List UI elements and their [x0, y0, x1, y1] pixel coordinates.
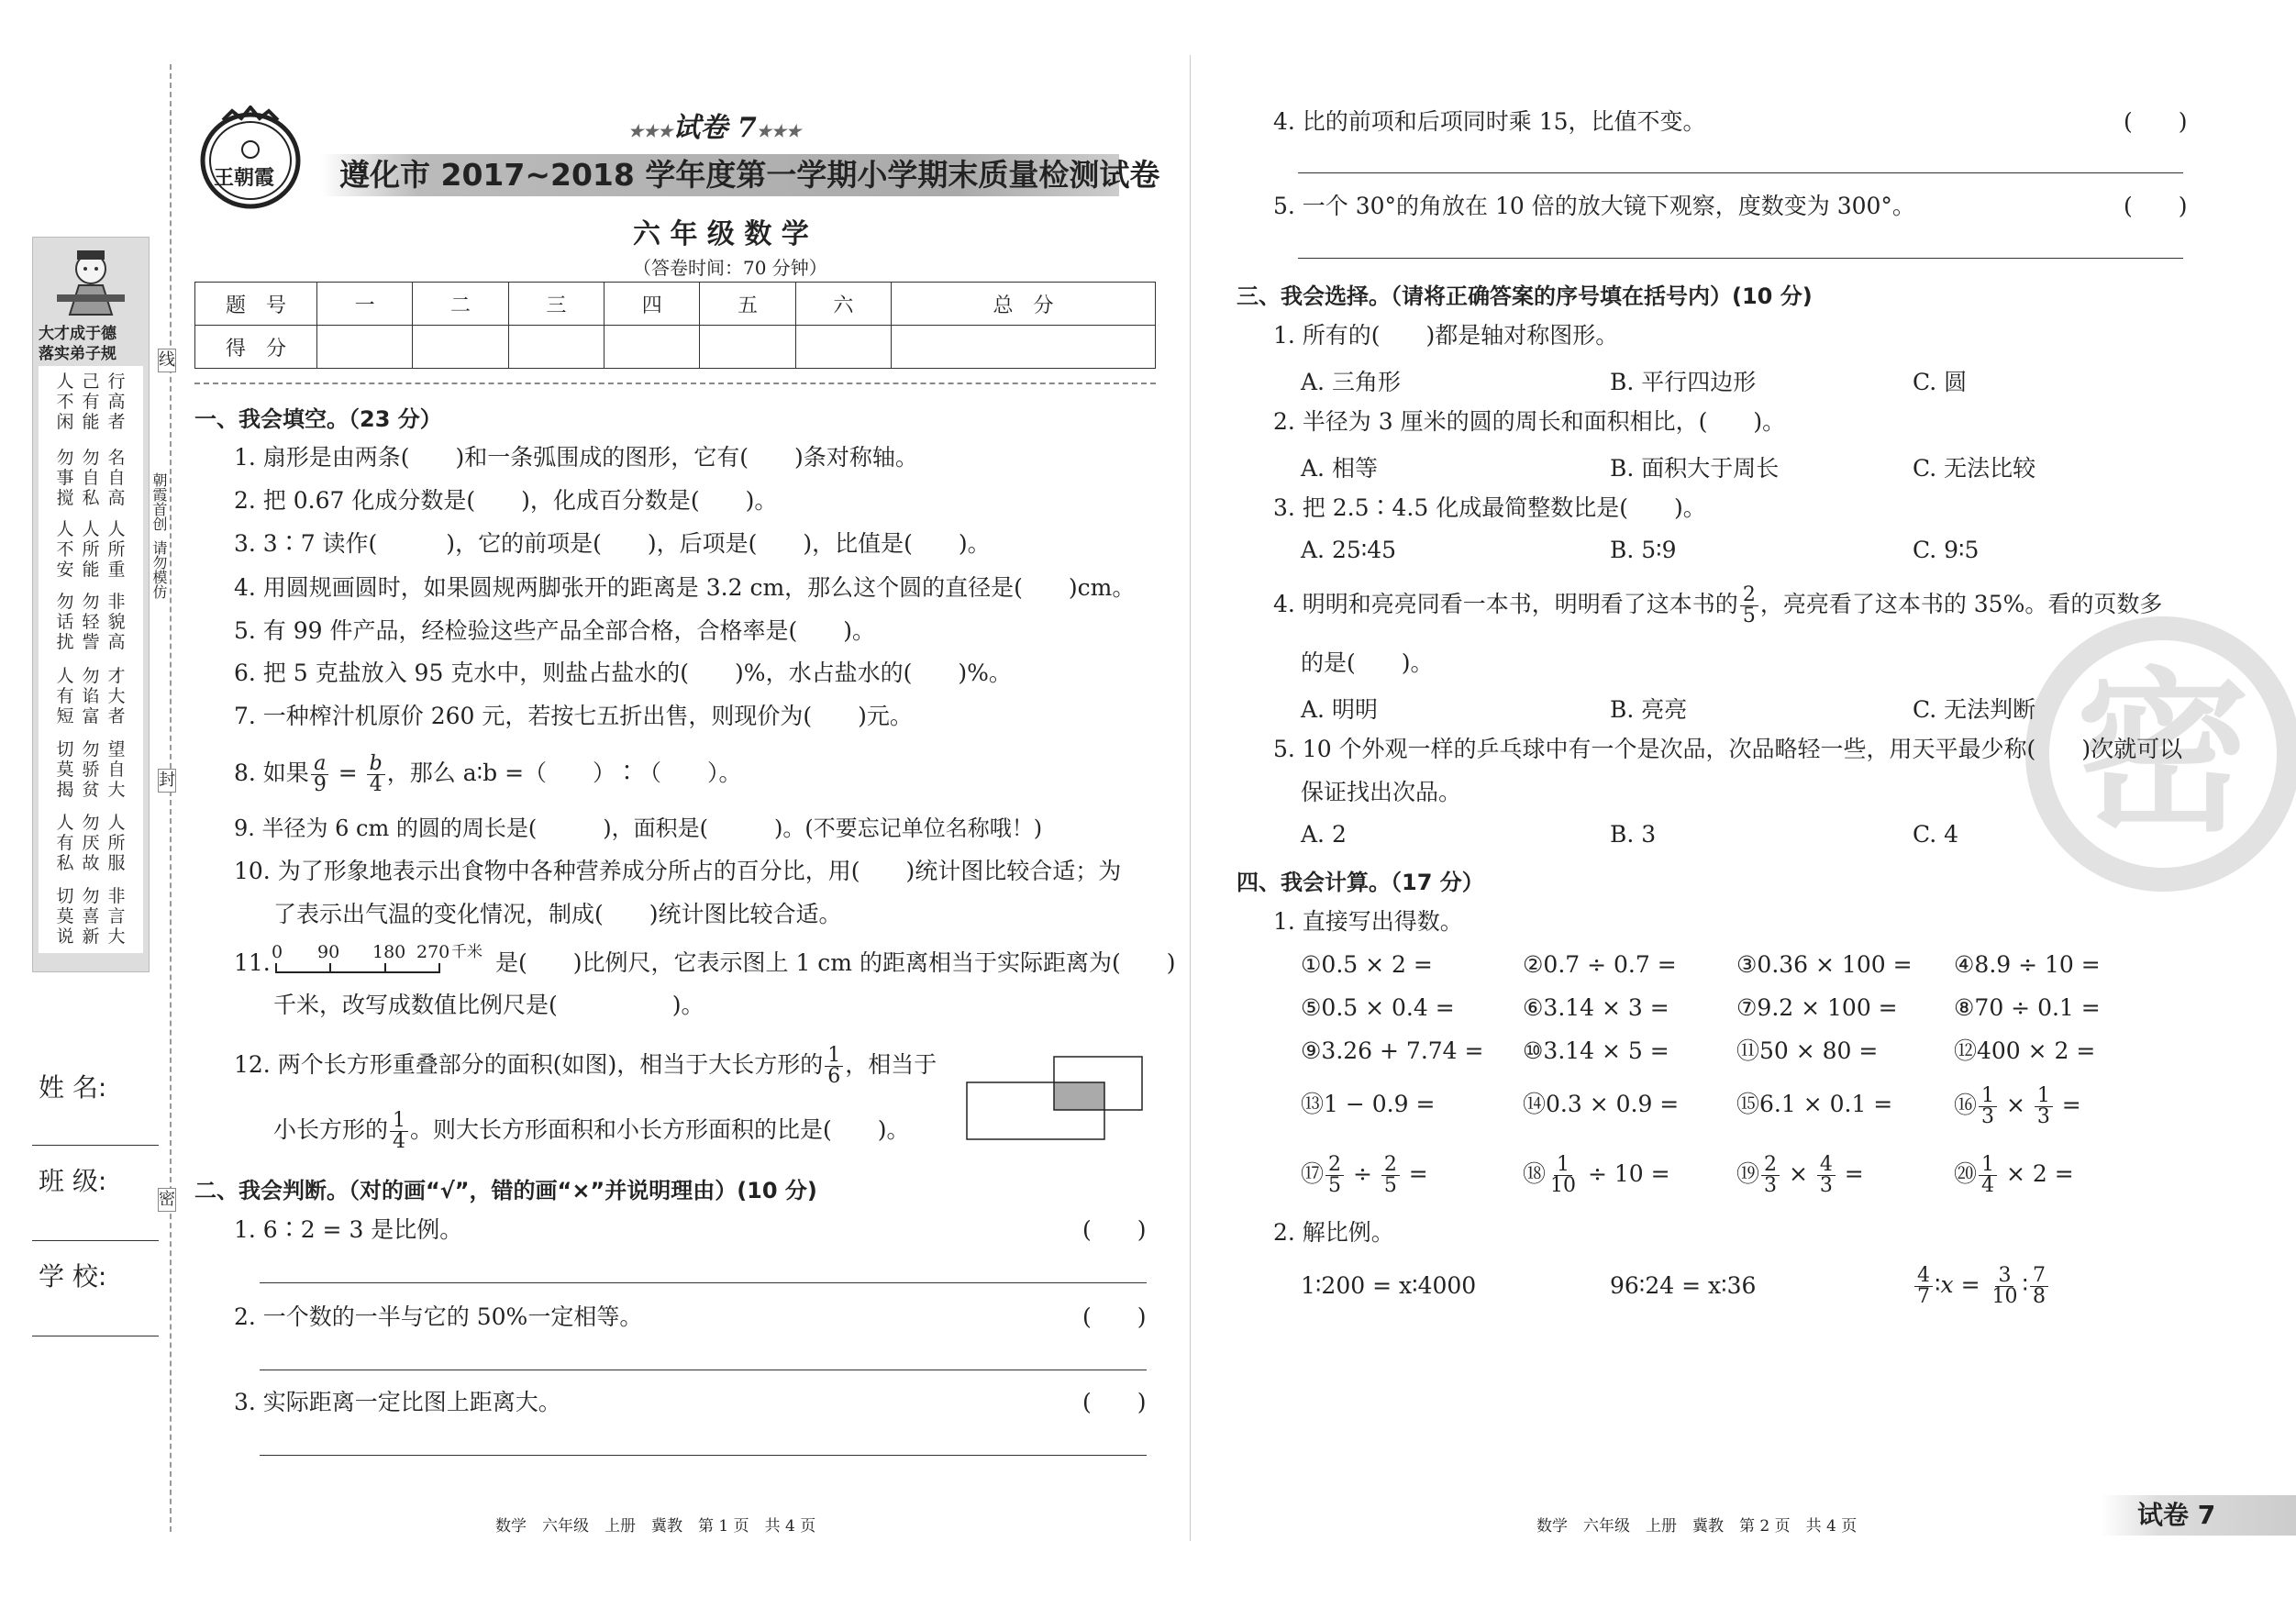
s2-q3-answer-line[interactable] [260, 1455, 1147, 1456]
proportion-2: 96∶24 = x∶36 [1610, 1272, 1757, 1299]
brand-logo-text: 王朝霞 [214, 166, 275, 190]
badge-title: ★★★试卷 7★★★ [628, 112, 802, 144]
scale-label: 90 [317, 942, 340, 962]
binding-line [170, 64, 172, 1532]
calc-item: ④8.9 ÷ 10 = [1954, 951, 2101, 978]
motto-line-2: 落实弟子规 [39, 345, 116, 363]
calc-item: ③0.36 × 100 = [1736, 951, 1913, 978]
s1-q10-line1: 10. 为了形象地表示出食物中各种营养成分所占的百分比，用( )统计图比较合适；为 [234, 858, 1122, 884]
score-table-header-row [195, 283, 1156, 326]
score-input-cell[interactable] [508, 326, 604, 369]
s1-q5: 5. 有 99 件产品，经检验这些产品全部合格，合格率是( )。 [234, 617, 876, 644]
seal-mark-line: 线 [158, 349, 176, 372]
s3-q4-line2: 的是( )。 [1301, 649, 1434, 676]
s3-q4-option-c[interactable]: C. 无法判断 [1913, 696, 2036, 723]
s2-q4-paren[interactable]: ( ) [2124, 108, 2188, 135]
scale-label: 0 [272, 942, 283, 962]
motto-col: 勿 谄 富 [82, 666, 100, 726]
proportion-3: $\frac{4}{7}$ ∶x = $\frac{3}{10}$ ∶ $\frac{7}{8}$ [1913, 1262, 2050, 1308]
scholar-figure [51, 243, 130, 316]
section-2-heading: 二、我会判断。（对的画“√”，错的画“×”并说明理由）(10 分) [194, 1178, 817, 1203]
s1-q6: 6. 把 5 克盐放入 95 克水中，则盐占盐水的( )%，水占盐水的( )%。 [234, 660, 1012, 686]
s3-q3-option-a[interactable]: A. 25∶45 [1301, 537, 1397, 563]
s3-q4-option-b[interactable]: B. 亮亮 [1610, 696, 1688, 723]
s3-q2-option-a[interactable]: A. 相等 [1301, 455, 1378, 482]
motto-col: 行 高 者 [107, 372, 126, 432]
calc-item: ⑩3.14 × 5 = [1523, 1037, 1669, 1064]
fraction-a-over-9: $\frac{a}{9}$ [311, 754, 329, 795]
motto-col: 非 貌 高 [107, 592, 126, 652]
s2-q5-answer-line[interactable] [1298, 258, 2183, 259]
motto-col: 勿 事 搅 [56, 448, 74, 508]
calc-item: ⑬1 − 0.9 = [1301, 1091, 1436, 1117]
seal-mark-secret: 密 [158, 1188, 176, 1212]
motto-col: 勿 骄 贫 [82, 739, 100, 800]
s1-q12-line2: 小长方形的 $\frac{1}{4}$ 。则大长方形面积和小长方形面积的比是( )。 [273, 1109, 910, 1153]
s3-q5-option-c[interactable]: C. 4 [1913, 821, 1959, 848]
calc-item: ⑦9.2 × 100 = [1736, 994, 1898, 1021]
s3-q3-option-c[interactable]: C. 9∶5 [1913, 537, 1980, 563]
field-class-line[interactable] [32, 1240, 159, 1241]
s4-sub1: 1. 直接写出得数。 [1273, 908, 1463, 935]
badge-stars-right: ★★★ [756, 122, 802, 141]
s1-q9: 9. 半径为 6 cm 的圆的周长是( )，面积是( )。(不要忘记单位名称哦！) [234, 815, 1043, 841]
s3-q5-line1: 5. 10 个外观一样的乒乓球中有一个是次品，次品略轻一些，用天平最少称( )次就可以 [1273, 736, 2183, 762]
score-cell: 二 [413, 283, 508, 326]
motto-col: 勿 自 私 [82, 448, 100, 508]
calc-item: ⑭0.3 × 0.9 = [1523, 1091, 1680, 1117]
calc-item-17: ⑰ $\frac{2}{5}$ ÷ $\frac{2}{5}$ = [1301, 1153, 1428, 1197]
s3-q1-option-a[interactable]: A. 三角形 [1301, 369, 1401, 395]
calc-item-20: ⑳ $\frac{1}{4}$ × 2 = [1954, 1153, 2074, 1197]
field-class-label: 班 级: [39, 1166, 107, 1196]
score-table-score-row [195, 326, 1156, 369]
vertical-note: 朝霞首创 请勿模仿 [150, 472, 168, 599]
field-name-line[interactable] [32, 1145, 159, 1146]
motto-col: 勿 话 扰 [56, 592, 74, 652]
s3-q5-line2: 保证找出次品。 [1301, 779, 1462, 805]
exam-title: 遵化市 2017~2018 学年度第一学期小学期末质量检测试卷 [339, 157, 1160, 193]
score-cell: 六 [795, 283, 891, 326]
scale-bar [275, 961, 459, 974]
s1-q12-line1: 12. 两个长方形重叠部分的面积(如图)，相当于大长方形的 $\frac{1}{6}$ ，相当于 [234, 1044, 937, 1088]
s3-q1-option-c[interactable]: C. 圆 [1913, 369, 1968, 395]
s3-q3-option-b[interactable]: B. 5∶9 [1610, 537, 1677, 563]
line-scale [272, 943, 492, 974]
score-cell: 总 分 [892, 283, 1156, 326]
s2-q4: 4. 比的前项和后项同时乘 15，比值不变。 [1273, 108, 1706, 135]
s1-q11-text: 是( )比例尺，它表示图上 1 cm 的距离相当于实际距离为( ) [495, 949, 1176, 976]
s3-q2: 2. 半径为 3 厘米的圆的周长和面积相比，( )。 [1273, 408, 1786, 435]
calc-item: ①0.5 × 2 = [1301, 951, 1433, 978]
score-input-cell[interactable] [795, 326, 891, 369]
motto-col: 切 莫 揭 [56, 739, 74, 800]
footer-left: 数学 六年级 上册 冀教 第 1 页 共 4 页 [495, 1517, 816, 1536]
calc-item: ②0.7 ÷ 0.7 = [1523, 951, 1677, 978]
score-cell: 一 [317, 283, 413, 326]
motto-col: 人 所 服 [107, 813, 126, 873]
score-cell: 五 [700, 283, 795, 326]
s2-q4-answer-line[interactable] [1298, 172, 2183, 173]
header-divider [194, 383, 1156, 384]
s1-q11-number: 11. [234, 949, 271, 976]
score-cell: 题 号 [195, 283, 317, 326]
footer-badge-label: 试卷 7 [2137, 1500, 2216, 1530]
s2-q3: 3. 实际距离一定比图上距离大。 [234, 1389, 561, 1415]
overlap-rectangles-figure [965, 1055, 1148, 1143]
footer-right: 数学 六年级 上册 冀教 第 2 页 共 4 页 [1536, 1517, 1858, 1536]
s3-q5-option-b[interactable]: B. 3 [1610, 821, 1657, 848]
page-divider [1190, 55, 1191, 1541]
s2-q3-paren[interactable]: ( ) [1082, 1389, 1147, 1415]
seal-mark-seal: 封 [158, 769, 176, 793]
motto-col: 勿 轻 訾 [82, 592, 100, 652]
calc-item: ⑫400 × 2 = [1954, 1037, 2096, 1064]
motto-line-1: 大才成于德 [39, 325, 116, 343]
calc-item: ⑧70 ÷ 0.1 = [1954, 994, 2101, 1021]
calc-item-18: ⑱ $\frac{1}{10}$ ÷ 10 = [1523, 1153, 1670, 1197]
brand-logo [191, 105, 310, 211]
score-cell: 三 [508, 283, 604, 326]
motto-col: 勿 喜 新 [82, 886, 100, 947]
calc-item: ⑮6.1 × 0.1 = [1736, 1091, 1893, 1117]
s1-q3: 3. 3∶7 读作( )，它的前项是( )，后项是( )，比值是( )。 [234, 530, 991, 557]
motto-col: 人 有 私 [56, 813, 74, 873]
motto-col: 名 自 高 [107, 448, 126, 508]
motto-col: 人 不 安 [56, 519, 74, 580]
s3-q2-option-b[interactable]: B. 面积大于周长 [1610, 455, 1780, 482]
scale-label: 270 [416, 942, 450, 962]
exam-time: （答卷时间：70 分钟） [633, 257, 827, 279]
section-3-heading: 三、我会选择。（请将正确答案的序号填在括号内）(10 分) [1237, 283, 1813, 309]
score-cell: 得 分 [195, 326, 317, 369]
subject-title: 六 年 级 数 学 [633, 218, 809, 250]
s1-q8: 8. 如果 $\frac{a}{9}$ = $\frac{b}{4}$ ，那么 a∶b =（ ）∶（ ）。 [234, 752, 742, 796]
calc-item: ⑨3.26 + 7.74 = [1301, 1037, 1484, 1064]
motto-col: 才 大 者 [107, 666, 126, 726]
s1-q7: 7. 一种榨汁机原价 260 元，若按七五折出售，则现价为( )元。 [234, 703, 913, 729]
scale-unit: 千米 [451, 943, 482, 961]
calc-item: ⑤0.5 × 0.4 = [1301, 994, 1455, 1021]
fraction-2-5: $\frac{2}{5}$ [1740, 585, 1758, 627]
s2-q1-answer-line[interactable] [260, 1282, 1147, 1283]
s1-q10-line2: 了表示出气温的变化情况，制成( )统计图比较合适。 [273, 901, 842, 927]
s1-q1: 1. 扇形是由两条( )和一条弧围成的图形，它有( )条对称轴。 [234, 444, 918, 471]
section-1-heading: 一、我会填空。（23 分） [194, 406, 442, 432]
motto-col: 非 言 大 [107, 886, 126, 947]
field-school-label: 学 校: [39, 1261, 107, 1292]
score-table [194, 282, 1156, 369]
calc-item: ⑥3.14 × 3 = [1523, 994, 1669, 1021]
motto-col: 勿 厌 故 [82, 813, 100, 873]
motto-col: 己 有 能 [82, 372, 100, 432]
s1-q4: 4. 用圆规画圆时，如果圆规两脚张开的距离是 3.2 cm，那么这个圆的直径是( )cm。 [234, 574, 1136, 601]
s3-q3: 3. 把 2.5∶4.5 化成最简整数比是( )。 [1273, 494, 1706, 521]
score-input-cell[interactable] [700, 326, 795, 369]
score-cell: 四 [605, 283, 700, 326]
badge-stars-left: ★★★ [628, 122, 673, 141]
s3-q1: 1. 所有的( )都是轴对称图形。 [1273, 322, 1619, 349]
motto-col: 人 有 短 [56, 666, 74, 726]
section-4-heading: 四、我会计算。（17 分） [1237, 870, 1484, 895]
fraction-1-4: $\frac{1}{4}$ [390, 1111, 408, 1152]
motto-col: 切 莫 说 [56, 886, 74, 947]
secret-watermark: 密 [2025, 616, 2296, 892]
score-input-cell[interactable] [605, 326, 700, 369]
motto-col: 人 不 闲 [56, 372, 74, 432]
fraction-1-6: $\frac{1}{6}$ [825, 1046, 843, 1087]
s3-q5-option-a[interactable]: A. 2 [1301, 821, 1347, 848]
s1-q2: 2. 把 0.67 化成分数是( )，化成百分数是( )。 [234, 487, 778, 514]
scale-label: 180 [372, 942, 406, 962]
motto-col: 人 所 能 [82, 519, 100, 580]
s2-q1-paren[interactable]: ( ) [1082, 1216, 1147, 1243]
score-input-cell[interactable] [892, 326, 1156, 369]
proportion-1: 1∶200 = x∶4000 [1301, 1272, 1477, 1299]
s1-q11-line2: 千米，改写成数值比例尺是( )。 [273, 992, 704, 1018]
s3-q4-option-a[interactable]: A. 明明 [1301, 696, 1378, 723]
s2-q2-paren[interactable]: ( ) [1082, 1303, 1147, 1330]
s3-q2-option-c[interactable]: C. 无法比较 [1913, 455, 2036, 482]
s3-q1-option-b[interactable]: B. 平行四边形 [1610, 369, 1757, 395]
s3-q4: 4. 明明和亮亮同看一本书，明明看了这本书的 $\frac{2}{5}$ ，亮亮看了这本书的 35%。看的页数多 [1273, 583, 2163, 627]
motto-col: 人 所 重 [107, 519, 126, 580]
field-name-label: 姓 名: [39, 1072, 107, 1103]
calc-item-19: ⑲ $\frac{2}{3}$ × $\frac{4}{3}$ = [1736, 1153, 1864, 1197]
calc-item-16: ⑯ $\frac{1}{3}$ × $\frac{1}{3}$ = [1954, 1084, 2081, 1128]
s2-q5: 5. 一个 30°的角放在 10 倍的放大镜下观察，度数变为 300°。 [1273, 193, 1915, 219]
s2-q2: 2. 一个数的一半与它的 50%一定相等。 [234, 1303, 643, 1330]
calc-item: ⑪50 × 80 = [1736, 1037, 1879, 1064]
s2-q1: 1. 6∶2 = 3 是比例。 [234, 1216, 463, 1243]
s2-q5-paren[interactable]: ( ) [2124, 193, 2188, 219]
s4-sub2: 2. 解比例。 [1273, 1219, 1394, 1246]
motto-col: 望 自 大 [107, 739, 126, 800]
score-input-cell[interactable] [413, 326, 508, 369]
score-input-cell[interactable] [317, 326, 413, 369]
fraction-b-over-4: $\frac{b}{4}$ [367, 754, 385, 795]
